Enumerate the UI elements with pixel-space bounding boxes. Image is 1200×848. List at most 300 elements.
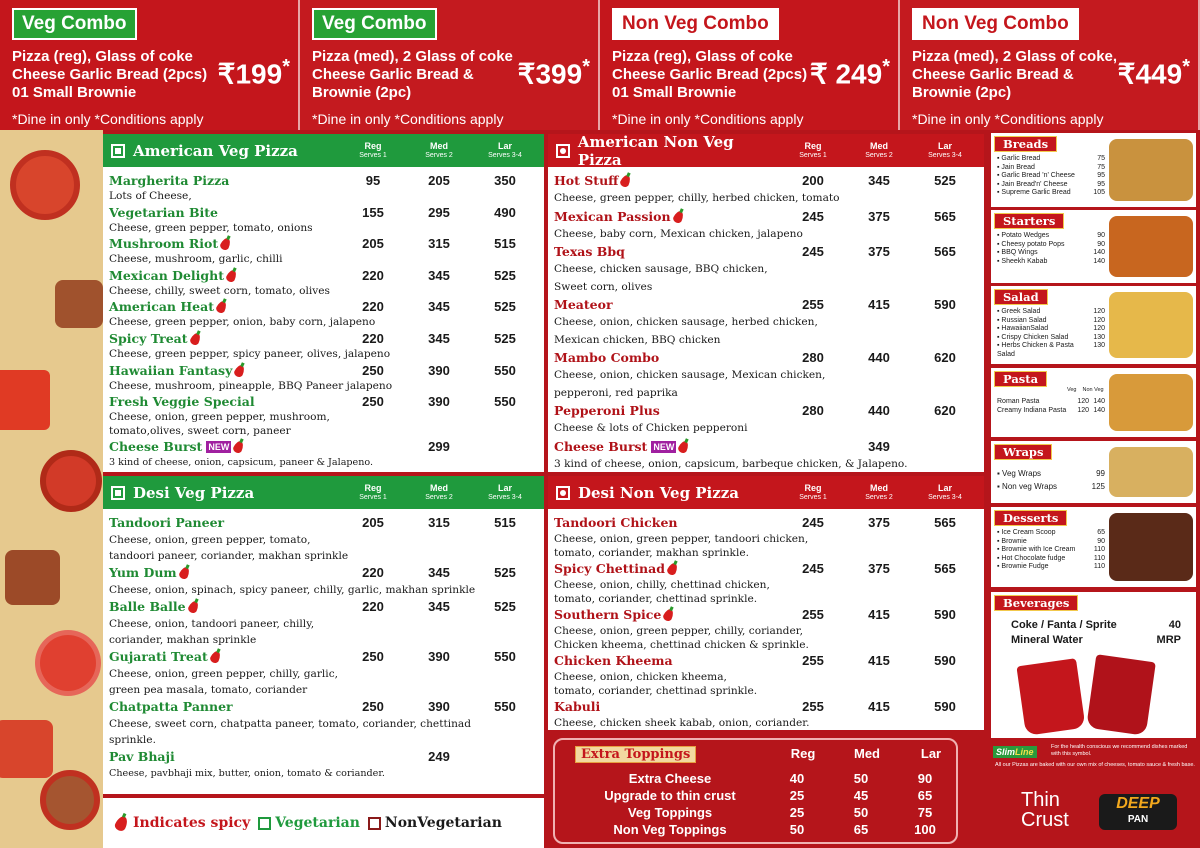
item-description: Cheese, baby corn, Mexican chicken, jalapeno	[554, 227, 803, 240]
price-lar: 515	[494, 236, 516, 252]
price-reg: 220	[362, 267, 384, 283]
combo-price-star: *	[882, 56, 890, 78]
column-serves: Serves 1	[359, 493, 387, 501]
column-header-reg: Reg Serves 1	[780, 483, 846, 503]
side-list	[997, 467, 1105, 493]
side-item-price: 120	[1077, 406, 1089, 414]
topping-name: Extra Cheese	[628, 771, 712, 786]
topping-row	[575, 821, 957, 838]
side-item-name: Creamy Indiana Pasta	[997, 406, 1067, 414]
price-med: 375	[868, 515, 890, 530]
menu-item	[109, 235, 538, 267]
drink-glass-image	[1086, 654, 1156, 736]
item-description: Cheese, onion, green pepper, chilly, garlic,	[109, 668, 338, 680]
item-description: green pea masala, tomato, coriander	[109, 684, 308, 696]
panel-title-text: American Non Veg Pizza	[577, 132, 734, 169]
beverage-price: MRP	[1156, 634, 1181, 646]
menu-item	[109, 267, 538, 299]
deep-pan-logo	[1099, 794, 1177, 830]
veg-icon	[258, 817, 271, 830]
price-lar	[912, 438, 978, 456]
price-med: 345	[428, 267, 450, 283]
pan-text: PAN	[1127, 814, 1149, 825]
menu-item	[109, 393, 538, 438]
side-row	[997, 555, 1105, 564]
item-name: Tandoori Paneer	[109, 515, 225, 530]
price-med: 390	[428, 394, 450, 410]
topping-price: 45	[853, 788, 869, 803]
thin-crust-logo	[1021, 790, 1069, 830]
side-title: Desserts	[994, 510, 1067, 526]
item-name-row	[554, 606, 978, 624]
panel-header	[103, 134, 544, 167]
side-item-name: ▪ HawaiianSalad	[997, 325, 1049, 333]
new-badge: NEW	[208, 442, 230, 453]
legend-bar	[103, 798, 544, 848]
combo-line: 01 Small Brownie	[612, 84, 737, 101]
food-photo	[1109, 139, 1193, 201]
side-item-name: ▪ Veg Wraps	[997, 469, 1042, 478]
side-item-price: 140	[1093, 249, 1105, 257]
price-lar: 490	[494, 204, 516, 220]
menu-item	[109, 598, 538, 648]
price-reg: 280	[802, 350, 824, 365]
extra-toppings-title: Extra Toppings	[575, 746, 696, 763]
item-name-row	[554, 438, 978, 456]
side-item-name: ▪ Jain Bread'n' Cheese	[997, 180, 1068, 188]
price-lar: 525	[494, 330, 516, 346]
item-description: tomato, coriander, makhan sprinkle.	[554, 547, 750, 559]
combo-badge: Non Veg Combo	[912, 8, 1079, 40]
side-item-name: ▪ Brownie Fudge	[997, 563, 1049, 571]
menu-item	[554, 296, 978, 349]
beverage-list	[1011, 618, 1181, 648]
slimline-note: For the health conscious we recommend dishes marked with this symbol.	[1051, 744, 1188, 757]
side-row	[997, 334, 1105, 343]
price-med: 345	[868, 173, 890, 188]
combo-line: Pizza (med), 2 Glass of coke	[312, 48, 513, 65]
item-description: tandoori paneer, coriander, makhan sprinkle	[109, 550, 349, 562]
menu-item	[109, 204, 538, 236]
item-description: Cheese, chicken sausage, BBQ chicken,	[554, 263, 768, 275]
column-serves: Serves 1	[359, 151, 387, 159]
combo-price-star: *	[1182, 56, 1190, 78]
food-photo	[1109, 374, 1193, 431]
side-list	[997, 529, 1105, 572]
side-row	[997, 189, 1105, 198]
price-lar: 620	[934, 403, 956, 418]
column-serves: Serves 1	[799, 151, 827, 159]
combo-line: Brownie (2pc)	[312, 84, 412, 101]
price-lar: 590	[934, 297, 956, 312]
side-item-price: 65	[1097, 529, 1105, 536]
item-description: Cheese, onion, chicken kheema,	[554, 671, 727, 683]
side-item-name: ▪ Russian Salad	[997, 316, 1047, 324]
item-description: Cheese, onion, green pepper, tomato,	[109, 534, 311, 546]
item-name-row	[554, 698, 978, 716]
price-reg: 250	[362, 649, 384, 664]
item-name: Spicy Chettinad	[554, 560, 780, 578]
menu-item	[554, 208, 978, 244]
item-name: Margherita Pizza	[109, 173, 230, 188]
menu-item	[109, 438, 538, 470]
panel-title	[111, 142, 340, 160]
legend-veg: Vegetarian	[275, 815, 360, 831]
american-nonveg-panel	[548, 134, 984, 472]
combo-note: *Dine in only *Conditions apply	[12, 111, 204, 127]
spicy-icon	[113, 814, 129, 832]
menu-item	[109, 564, 538, 598]
side-item-name: ▪ Non veg Wraps	[997, 482, 1058, 491]
item-description: Cheese, onion, green pepper, tandoori chicken,	[554, 533, 809, 545]
price-lar: 565	[934, 244, 956, 259]
spicy-icon	[662, 608, 675, 623]
pasta-col-nonveg: Non Veg	[1082, 387, 1104, 393]
menu-item	[554, 560, 978, 606]
side-title: Salad	[994, 289, 1048, 305]
side-item-name: ▪ Herbs Chicken & Pasta Salad	[997, 342, 1074, 358]
side-row	[997, 480, 1105, 493]
item-description: Cheese, pavbhaji mix, butter, onion, tomato & coriander.	[109, 768, 385, 779]
item-name-row	[554, 296, 978, 314]
column-header-med: Med Serves 2	[846, 483, 912, 503]
menu-item	[109, 172, 538, 204]
item-description: 3 kind of cheese, onion, capsicum, barbeque chicken, & Jalapeno.	[554, 457, 908, 470]
topping-price: 75	[917, 805, 933, 820]
toppings-col-med: Med	[854, 746, 880, 761]
panel-title-text: Desi Non Veg Pizza	[578, 483, 740, 502]
price-reg: 220	[362, 599, 384, 614]
menu-item	[109, 514, 538, 564]
price-reg: 255	[802, 297, 824, 312]
item-description: Cheese, onion, chicken sausage, Mexican chicken,	[554, 369, 826, 381]
item-name-row	[109, 330, 538, 348]
price-reg: 245	[802, 208, 824, 224]
price-lar	[472, 438, 538, 456]
pizza-photo	[0, 130, 103, 848]
item-description: Cheese, chicken sheek kabab, onion, coriander.	[554, 717, 810, 729]
combo-card	[300, 0, 600, 130]
combo-note: *Dine in only *Conditions apply	[312, 111, 504, 127]
spicy-icon	[666, 562, 679, 577]
combo-line: 01 Small Brownie	[12, 84, 137, 101]
side-title: Wraps	[994, 444, 1052, 460]
new-badge: NEW	[653, 441, 675, 452]
item-description: tomato, coriander, chettinad sprinkle.	[554, 593, 758, 605]
side-title: Pasta	[994, 371, 1047, 387]
item-description: Cheese, onion, green pepper, chilly, coriander,	[554, 625, 803, 637]
nonveg-icon	[556, 486, 570, 500]
price-lar: 550	[494, 394, 516, 410]
price-reg: 205	[362, 515, 384, 530]
side-box-pasta	[991, 368, 1196, 437]
item-name: Mexican Passion	[554, 208, 780, 226]
cheese-note: All our Pizzas are baked with our own mix of cheeses, tomato sauce & fresh base.	[995, 762, 1195, 768]
spicy-icon	[178, 566, 191, 581]
combo-line: Pizza (reg), Glass of coke	[612, 48, 793, 65]
price-med: 315	[428, 236, 450, 252]
side-row	[997, 308, 1105, 317]
side-item-price: 120	[1077, 398, 1089, 405]
side-item-price: 140	[1093, 257, 1105, 265]
menu-item	[554, 172, 978, 208]
item-description: Cheese, onion, green pepper, mushroom,	[109, 411, 330, 424]
column-serves: Serves 2	[425, 151, 453, 159]
item-name-row	[109, 235, 538, 253]
item-name: Kabuli	[554, 699, 601, 714]
item-name-row	[109, 298, 538, 316]
side-item-name: ▪ Supreme Garlic Bread	[997, 189, 1071, 197]
food-photo	[1109, 513, 1193, 581]
deep-text: DEEP	[1116, 795, 1160, 812]
combo-description	[612, 48, 827, 102]
topping-price: 50	[853, 771, 869, 786]
side-box-breads	[991, 133, 1196, 207]
toppings-col-lar: Lar	[920, 746, 942, 761]
price-reg: 245	[802, 515, 824, 530]
price-lar: 590	[934, 653, 956, 668]
side-item-price: 90	[1097, 537, 1105, 545]
price-med: 345	[428, 599, 450, 614]
item-description: Cheese, onion, spinach, spicy paneer, chilly, garlic, makhan sprinkle	[109, 584, 476, 596]
beverage-price: 40	[1168, 619, 1181, 631]
veg-icon	[111, 144, 125, 158]
price-med: 415	[868, 297, 890, 312]
item-name-row	[554, 349, 978, 367]
item-description: Sweet corn, olives	[554, 280, 653, 293]
side-row	[997, 155, 1105, 164]
item-description: Cheese, green pepper, chilly, herbed chicken, tomato	[554, 192, 840, 204]
column-header-med: Med Serves 2	[846, 141, 912, 161]
side-row	[997, 241, 1105, 250]
combo-line: Pizza (reg), Glass of coke	[12, 48, 193, 65]
price-reg	[340, 438, 406, 456]
price-med: 295	[428, 204, 450, 220]
price-lar: 620	[934, 350, 956, 365]
price-med: 390	[428, 699, 450, 714]
column-header-med: Med Serves 2	[406, 483, 472, 503]
spicy-icon	[225, 268, 238, 283]
side-item-name: ▪ Greek Salad	[997, 308, 1041, 315]
combo-price-star: *	[282, 56, 290, 78]
column-header-lar: Lar Serves 3-4	[912, 141, 978, 161]
combo-price: ₹449*	[1117, 56, 1190, 90]
topping-row	[575, 770, 957, 787]
price-med: 345	[428, 299, 450, 315]
side-list	[997, 155, 1105, 198]
topping-price: 65	[853, 822, 869, 837]
panel-title	[556, 484, 780, 502]
item-list	[554, 514, 978, 730]
price-lar: 565	[934, 515, 956, 530]
price-lar: 565	[934, 208, 956, 224]
price-med: 390	[428, 362, 450, 378]
combo-line: Brownie (2pc)	[912, 84, 1012, 101]
combo-line: Cheese Garlic Bread (2pcs)	[612, 66, 808, 83]
beverage-row	[1011, 618, 1181, 633]
combo-note: *Dine in only *Conditions apply	[612, 111, 804, 127]
combo-card	[0, 0, 300, 130]
panel-header	[548, 134, 984, 167]
item-name-row	[109, 598, 538, 616]
item-name-row	[554, 514, 978, 532]
item-name-row	[109, 564, 538, 582]
side-list	[997, 308, 1105, 360]
price-lar: 590	[934, 607, 956, 622]
side-row	[997, 249, 1105, 258]
side-item-name: ▪ Potato Wedges	[997, 232, 1050, 239]
column-serves: Serves 3-4	[488, 151, 522, 159]
item-list	[554, 172, 978, 473]
topping-price: 25	[789, 805, 805, 820]
item-description: Cheese, mushroom, garlic, chilli	[109, 253, 283, 266]
side-row	[997, 529, 1105, 538]
price-med: 375	[868, 244, 890, 259]
combo-description	[912, 48, 1127, 102]
price-med: 315	[428, 515, 450, 530]
side-item-price: 110	[1093, 563, 1105, 571]
price-med: 440	[868, 403, 890, 418]
item-name-row	[554, 172, 978, 190]
side-item-price: 120	[1093, 325, 1105, 333]
slimline-line: Line	[1015, 747, 1034, 757]
topping-price: 25	[789, 788, 805, 803]
item-name: Southern Spice	[554, 606, 780, 624]
combo-badge: Non Veg Combo	[612, 8, 779, 40]
spicy-icon	[232, 440, 245, 455]
price-lar: 550	[494, 649, 516, 664]
food-photo	[1109, 292, 1193, 358]
column-header-lar: Lar Serves 3-4	[472, 483, 538, 503]
combo-price: ₹ 249*	[809, 56, 890, 90]
side-item-name: ▪ Jain Bread	[997, 163, 1035, 171]
price-reg: 255	[802, 653, 824, 668]
side-item-name: ▪ Brownie with Ice Cream	[997, 546, 1076, 554]
spicy-icon	[215, 300, 228, 315]
item-name: Hawaiian Fantasy	[109, 362, 340, 380]
drink-glass-image	[1016, 658, 1085, 736]
column-header-reg: Reg Serves 1	[340, 483, 406, 503]
desi-nonveg-panel	[548, 476, 984, 730]
price-med: 375	[868, 561, 890, 576]
spicy-icon	[219, 237, 232, 252]
beverage-name: Coke / Fanta / Sprite	[1011, 619, 1117, 631]
price-med: 349	[868, 438, 890, 454]
item-name: Mushroom Riot	[109, 235, 340, 253]
side-item-price: 90	[1097, 240, 1105, 248]
side-item-name: ▪ Brownie	[997, 537, 1027, 545]
price-reg: 245	[802, 561, 824, 576]
column-serves: Serves 3-4	[488, 493, 522, 501]
item-description: Cheese, onion, chilly, chettinad chicken,	[554, 579, 770, 591]
thin-text: Thin	[1021, 789, 1060, 811]
column-header-reg: Reg Serves 1	[340, 141, 406, 161]
side-row	[997, 172, 1105, 181]
price-reg: 255	[802, 607, 824, 622]
side-row	[997, 538, 1105, 547]
menu-item	[554, 514, 978, 560]
item-name-row	[109, 698, 538, 716]
side-item-name: Roman Pasta	[997, 398, 1040, 405]
item-name-row	[109, 393, 538, 411]
item-name-row	[109, 267, 538, 285]
side-title: Starters	[994, 213, 1064, 229]
side-item-name: ▪ BBQ Wings	[997, 249, 1038, 257]
slimline-logo	[993, 746, 1037, 758]
combo-line: Pizza (med), 2 Glass of coke,	[912, 48, 1118, 65]
column-header-reg: Reg Serves 1	[780, 141, 846, 161]
side-title: Beverages	[994, 595, 1078, 611]
price-med: 249	[428, 749, 450, 764]
item-name: Cheese Burst NEW	[554, 438, 780, 456]
price-med: 375	[868, 208, 890, 224]
item-name: American Heat	[109, 298, 340, 316]
item-name: Tandoori Chicken	[554, 515, 678, 530]
spicy-icon	[188, 332, 201, 347]
side-row	[997, 342, 1105, 359]
side-row	[997, 164, 1105, 173]
price-lar: 525	[494, 599, 516, 614]
combo-card	[900, 0, 1200, 130]
item-name: Fresh Veggie Special	[109, 394, 255, 410]
side-row	[997, 325, 1105, 334]
pasta-header	[1067, 386, 1104, 395]
panel-title	[111, 484, 340, 502]
menu-item	[109, 362, 538, 394]
menu-item	[109, 748, 538, 782]
side-box-desserts	[991, 507, 1196, 587]
panel-header	[548, 476, 984, 509]
side-list	[997, 387, 1105, 415]
price-lar: 590	[934, 699, 956, 714]
nonveg-icon	[368, 817, 381, 830]
menu-item	[554, 438, 978, 474]
menu-item	[554, 349, 978, 402]
item-description: pepperoni, red paprika	[554, 386, 678, 399]
desi-veg-panel	[103, 476, 544, 794]
side-item-price: 140	[1093, 398, 1105, 405]
side-item-price: 75	[1097, 163, 1105, 171]
topping-name: Veg Toppings	[627, 805, 713, 820]
veg-icon	[111, 486, 125, 500]
price-lar: 525	[494, 299, 516, 315]
topping-price: 50	[789, 822, 805, 837]
side-row	[997, 181, 1105, 190]
item-name-row	[554, 560, 978, 578]
price-reg: 245	[802, 244, 824, 259]
beverage-name: Mineral Water	[1011, 634, 1083, 646]
item-name-row	[109, 362, 538, 380]
item-name-row	[109, 172, 538, 190]
side-item-price: 110	[1093, 546, 1105, 554]
price-med: 345	[428, 565, 450, 580]
column-serves: Serves 2	[425, 493, 453, 501]
item-name: Chatpatta Panner	[109, 699, 233, 714]
price-reg: 95	[365, 173, 381, 188]
item-description: Cheese, onion, tandoori paneer, chilly,	[109, 618, 315, 630]
price-med: 440	[868, 350, 890, 365]
combo-line: Cheese Garlic Bread &	[912, 66, 1074, 83]
item-description: Chicken kheema, chettinad chicken & sprinkle.	[554, 639, 809, 651]
combo-note: *Dine in only *Conditions apply	[912, 111, 1104, 127]
side-item-price: 110	[1093, 554, 1105, 562]
side-row	[997, 317, 1105, 326]
side-row	[997, 563, 1105, 572]
nonveg-icon	[556, 144, 570, 158]
side-item-price: 105	[1093, 189, 1105, 197]
item-description: Cheese, mushroom, pineapple, BBQ Paneer jalapeno	[109, 379, 393, 392]
pasta-col-veg: Veg	[1067, 387, 1077, 393]
